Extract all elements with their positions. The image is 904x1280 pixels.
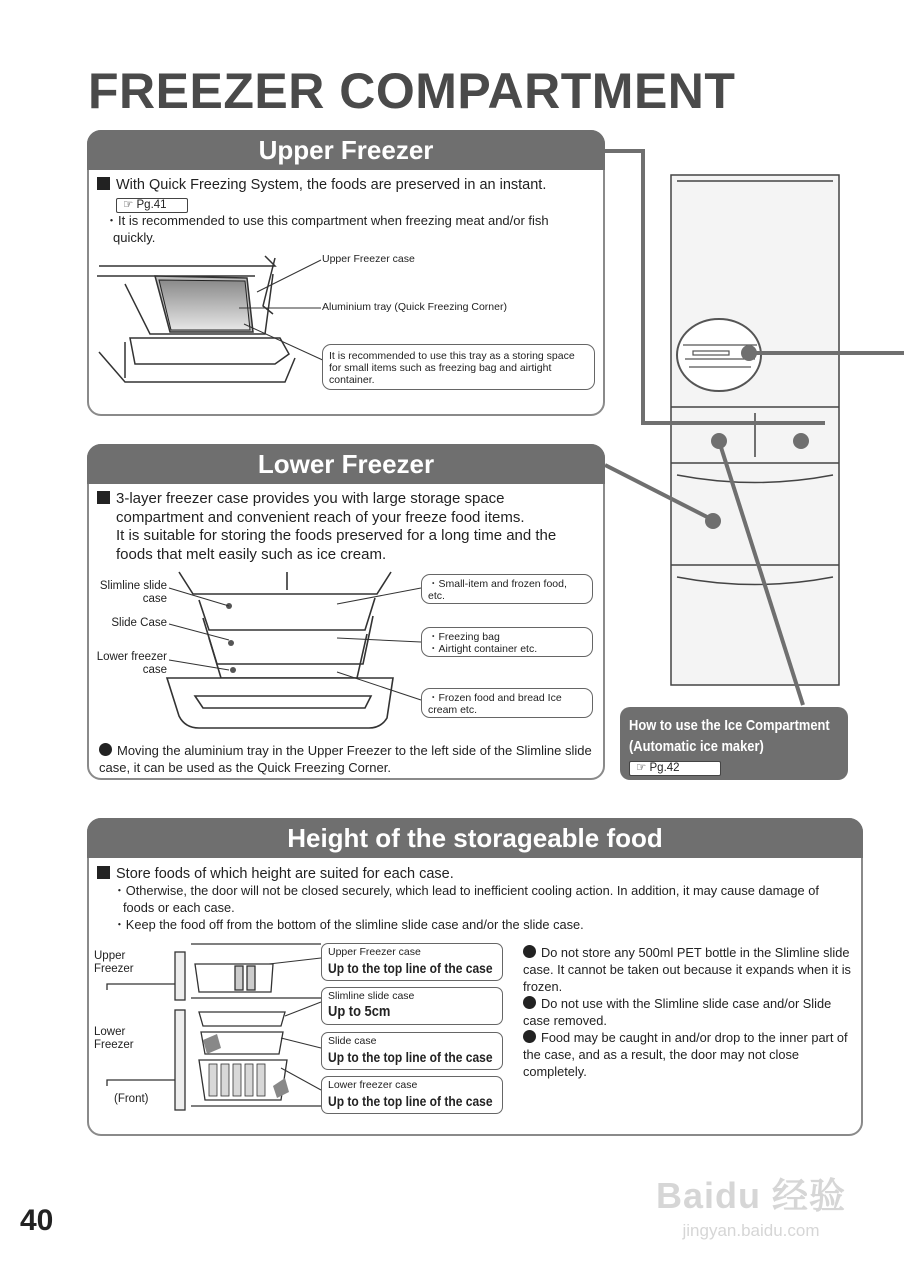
callout-freezing-bag: ・Freezing bag ・Airtight container etc. [421, 627, 593, 657]
lower-freezer-leaders [89, 446, 607, 782]
lower-freezer-heading: Lower Freezer [87, 444, 605, 484]
case-box-lower: Lower freezer case Up to the top line of the case [321, 1076, 503, 1114]
page-number: 40 [20, 1204, 54, 1237]
front-label: (Front) [114, 1093, 149, 1105]
lower-freezer-bullet: 3-layer freezer case provides you with large storage space compartment and convenient reach of your freeze food items. It is suitable for storing the foods preserved for a long time and the foods that melt easily such as ice cream. [97, 490, 602, 564]
callout-frozen-food: ・Frozen food and bread Ice cream etc. [421, 688, 593, 718]
upper-freezer-side-label: Upper Freezer [94, 950, 134, 975]
warnings-list [523, 944, 853, 1080]
upper-freezer-panel [87, 130, 605, 416]
page-title: FREEZER COMPARTMENT [88, 63, 736, 119]
warning-item: Do not store any 500ml PET bottle in the Slimline slide case. It cannot be taken out because it expands when it is frozen. [523, 945, 851, 994]
case-box-slide: Slide case Up to the top line of the case [321, 1032, 503, 1070]
round-bullet-icon [523, 996, 536, 1009]
round-bullet-icon [99, 743, 112, 756]
height-heading: Height of the storageable food [87, 818, 863, 858]
hand-pointer-icon: ☞ [123, 199, 137, 211]
upper-freezer-heading: Upper Freezer [87, 130, 605, 170]
watermark-logo: Baidu 经验 [655, 1175, 846, 1216]
slimline-case-label: Slimline slide case [99, 580, 167, 605]
page-reference-link[interactable]: ☞ Pg.41 [116, 198, 188, 213]
ice-page-reference-link[interactable]: ☞ Pg.42 [629, 761, 721, 776]
ice-compartment-subtitle: (Automatic ice maker) [629, 738, 764, 755]
ice-compartment-title: How to use the Ice Compartment [629, 717, 830, 734]
lower-freezer-note: Moving the aluminium tray in the Upper Freezer to the left side of the Slimline slide case, it can be used as the Quick Freezing Corner. [99, 743, 592, 775]
height-note-2: ・Keep the food off from the bottom of the slimline slide case and/or the slide case. [113, 917, 584, 932]
watermark-url: jingyan.baidu.com [682, 1221, 820, 1240]
slide-case-label: Slide Case [111, 617, 167, 629]
upper-freezer-note: ・It is recommended to use this compartment when freezing meat and/or fish quickly. [105, 213, 549, 245]
upper-freezer-case-label: Upper Freezer case [322, 253, 415, 265]
hand-pointer-icon: ☞ [636, 762, 650, 774]
height-bullet: Store foods of which height are suited for each case. [97, 865, 847, 883]
height-note-1: ・Otherwise, the door will not be closed securely, which lead to inefficient cooling action. In addition, it may cause damage of foods or each case. [113, 883, 819, 915]
upper-freezer-bullet: With Quick Freezing System, the foods are preserved in an instant. [97, 176, 597, 194]
callout-small-item: ・Small-item and frozen food, etc. [421, 574, 593, 604]
round-bullet-icon [523, 945, 536, 958]
lower-case-label: Lower freezer case [96, 651, 167, 676]
lower-freezer-side-label: Lower Freezer [94, 1026, 134, 1051]
warning-item: Do not use with the Slimline slide case and/or Slide case removed. [523, 996, 832, 1028]
warning-item: Food may be caught in and/or drop to the inner part of the case, and as a result, the door may not close completely. [523, 1030, 848, 1079]
ice-compartment-box [620, 707, 848, 780]
tray-tip-callout: It is recommended to use this tray as a storing space for small items such as freezing bag and airtight container. [322, 344, 595, 390]
refrigerator-illustration [605, 145, 845, 705]
case-box-upper: Upper Freezer case Up to the top line of the case [321, 943, 503, 981]
aluminium-tray-label: Aluminium tray (Quick Freezing Corner) [322, 301, 507, 313]
case-box-slimline: Slimline slide case Up to 5cm [321, 987, 503, 1025]
lower-freezer-panel [87, 444, 605, 780]
round-bullet-icon [523, 1030, 536, 1043]
watermark [646, 1168, 856, 1241]
height-panel [87, 818, 863, 1136]
